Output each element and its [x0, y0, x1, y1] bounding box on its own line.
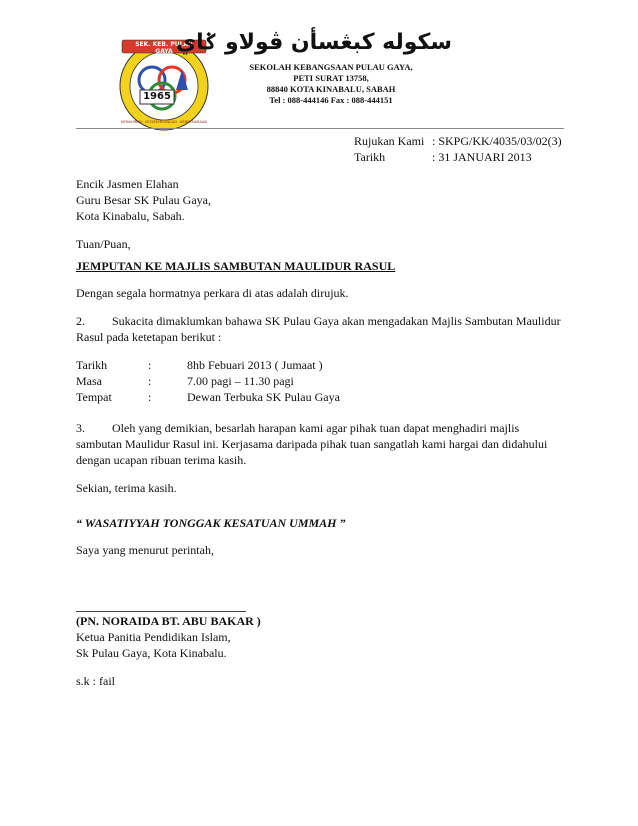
detail-sep-time: :: [148, 374, 152, 388]
opening-line: Dengan segala hormatnya perkara di atas adalah dirujuk.: [76, 286, 349, 300]
crest-ring-text: KEMAHIRAN · KECEMERLANGAN · KEBERSAMAAN: [121, 120, 207, 124]
po-box: PETI SURAT 13758,: [293, 73, 369, 83]
school-name: SEKOLAH KEBANGSAAN PULAU GAYA,: [249, 62, 413, 72]
detail-label-time: Masa: [76, 374, 102, 388]
signatory-title: Ketua Panitia Pendidikan Islam,: [76, 630, 231, 644]
crest-year: 1965: [143, 91, 171, 102]
detail-value-venue: Dewan Terbuka SK Pulau Gaya: [187, 390, 340, 404]
obedience-line: Saya yang menurut perintah,: [76, 543, 214, 557]
detail-value-date: 8hb Febuari 2013 ( Jumaat ): [187, 358, 323, 372]
para3-number: 3.: [76, 421, 85, 435]
detail-sep-date: :: [148, 358, 152, 372]
motto: “ WASATIYYAH TONGGAK KESATUAN UMMAH ”: [76, 516, 346, 530]
carbon-copy: s.k : fail: [76, 674, 115, 688]
para3-line1: Oleh yang demikian, besarlah harapan kami agar pihak tuan dapat menghadiri majlis: [112, 421, 520, 435]
para3-line3: dengan ucapan ribuan terima kasih.: [76, 453, 247, 467]
closing-line: Sekian, terima kasih.: [76, 481, 177, 495]
para2-line2: Rasul pada ketetapan berikut :: [76, 330, 222, 344]
signature-line: [76, 611, 246, 612]
recipient-name: Encik Jasmen Elahan: [76, 177, 179, 191]
signatory-school: Sk Pulau Gaya, Kota Kinabalu.: [76, 646, 227, 660]
school-address: [226, 62, 436, 106]
para2-line1: Sukacita dimaklumkan bahawa SK Pulau Gaya akan mengadakan Majlis Sambutan Maulidur: [112, 314, 561, 328]
detail-label-venue: Tempat: [76, 390, 112, 404]
city: 88840 KOTA KINABALU, SABAH: [266, 84, 396, 94]
header-divider: [76, 128, 564, 129]
signatory-name: (PN. NORAIDA BT. ABU BAKAR ): [76, 614, 261, 628]
letter-subject: JEMPUTAN KE MAJLIS SAMBUTAN MAULIDUR RASUL: [76, 259, 396, 273]
crest-banner-text: SEK. KEB. PULAU GAYA: [135, 41, 193, 55]
recipient-location: Kota Kinabalu, Sabah.: [76, 209, 185, 223]
contact-numbers: Tel : 088-444146 Fax : 088-444151: [269, 95, 393, 105]
date-label: Tarikh: [354, 150, 386, 164]
detail-sep-venue: :: [148, 390, 152, 404]
jawi-school-title: سكوله كبڠسأن ڤولاو ݢاي: [176, 30, 452, 55]
date-value: : 31 JANUARI 2013: [432, 150, 532, 164]
recipient-position: Guru Besar SK Pulau Gaya,: [76, 193, 211, 207]
salutation: Tuan/Puan,: [76, 237, 131, 251]
detail-value-time: 7.00 pagi – 11.30 pagi: [187, 374, 294, 388]
para2-number: 2.: [76, 314, 85, 328]
reference-value: : SKPG/KK/4035/03/02(3): [432, 134, 562, 148]
detail-label-date: Tarikh: [76, 358, 108, 372]
para3-line2: sambutan Maulidur Rasul ini. Kerjasama daripada pihak tuan sangatlah kami hargai dan didahului: [76, 437, 548, 451]
reference-label: Rujukan Kami: [354, 134, 425, 148]
